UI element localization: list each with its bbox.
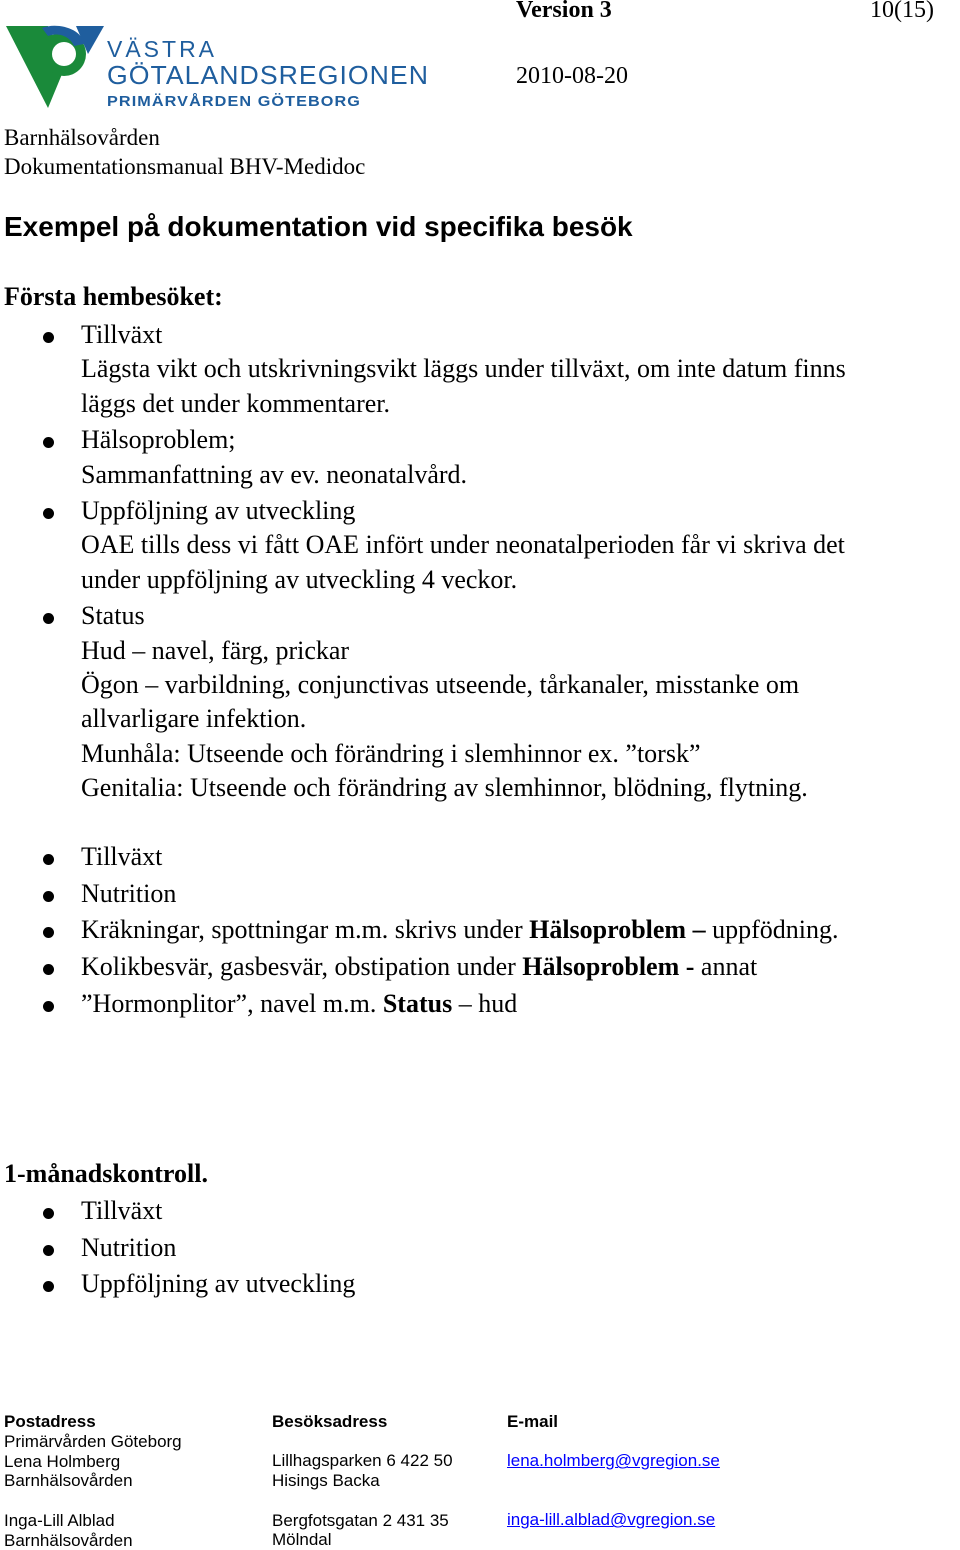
item-line: Ögon – varbildning, conjunctivas utseende, tårkanaler, misstanke om — [81, 670, 800, 700]
list-item — [0, 840, 960, 874]
item-line: Nutrition — [81, 878, 177, 908]
list-item — [0, 1194, 960, 1228]
footer-line: Barnhälsovården — [4, 1471, 133, 1491]
item-line: Tillväxt — [81, 320, 163, 349]
manual-name: Dokumentationsmanual BHV-Medidoc — [4, 154, 366, 179]
item-line: läggs det under kommentarer. — [81, 388, 391, 418]
bullet-icon — [43, 1208, 54, 1219]
item-line: Uppföljning av utveckling — [81, 496, 356, 526]
bullet-icon — [43, 437, 54, 448]
list-item — [0, 987, 960, 1021]
bullet-icon — [43, 1001, 54, 1012]
item-line: Sammanfattning av ev. neonatalvård. — [81, 459, 468, 489]
item-bold: Hälsoproblem - — [522, 952, 695, 982]
footer-line: Lena Holmberg — [4, 1451, 121, 1471]
bullet-icon — [43, 332, 54, 343]
item-line: Uppföljning av utveckling — [81, 1269, 356, 1299]
page-number: 10(15) — [870, 0, 934, 23]
email-link-lena[interactable]: lena.holmberg@vgregion.se — [507, 1451, 720, 1471]
footer-line: Mölndal — [272, 1530, 332, 1550]
footer-line: Inga-Lill Alblad — [4, 1510, 115, 1530]
page-title: Exempel på dokumentation vid specifika besök — [4, 211, 633, 242]
footer-line: Lillhagsparken 6 422 50 — [272, 1451, 453, 1471]
first-visit-list — [0, 318, 960, 806]
list-item — [0, 423, 960, 492]
section-heading-one-month-check: 1-månadskontroll. — [4, 1159, 208, 1188]
vgr-logo — [4, 22, 434, 114]
logo-line2: GÖTALANDSREGIONEN — [107, 60, 429, 90]
footer-visiting-address — [272, 1412, 453, 1550]
list-item — [0, 913, 960, 947]
footer-line: Barnhälsovården — [4, 1530, 133, 1550]
item-text: annat — [694, 952, 758, 982]
item-line: Tillväxt — [81, 1196, 163, 1225]
item-line: Nutrition — [81, 1232, 177, 1262]
list-item — [0, 877, 960, 911]
item-line — [81, 950, 960, 984]
email-link-inga-lill[interactable]: inga-lill.alblad@vgregion.se — [507, 1510, 716, 1530]
item-line: Munhåla: Utseende och förändring i slemhinnor ex. ”torsk” — [81, 738, 701, 768]
item-text: uppfödning. — [705, 915, 839, 945]
item-line — [81, 913, 960, 947]
list-item — [0, 1267, 960, 1301]
bullet-icon — [43, 854, 54, 865]
bullet-icon — [43, 613, 54, 624]
item-text: Kolikbesvär, gasbesvär, obstipation under — [81, 952, 523, 982]
footer-line: Primärvården Göteborg — [4, 1431, 182, 1451]
item-line: under uppföljning av utveckling 4 veckor. — [81, 564, 518, 594]
footer-line: Hisings Backa — [272, 1471, 380, 1491]
item-line: Status — [81, 601, 145, 631]
first-visit-extra-list — [0, 840, 960, 1021]
footer-postal-address — [4, 1412, 182, 1550]
item-line: Genitalia: Utseende och förändring av slemhinnor, blödning, flytning. — [81, 773, 808, 803]
list-item — [0, 318, 960, 421]
item-text: Kräkningar, spottningar m.m. skrivs under — [81, 915, 530, 945]
footer-heading: Postadress — [4, 1412, 96, 1431]
bullet-icon — [43, 1281, 54, 1292]
item-text: ”Hormonplitor”, navel m.m. — [81, 988, 383, 1018]
document-date: 2010-08-20 — [516, 63, 628, 89]
list-item — [0, 599, 960, 805]
section-heading-first-home-visit: Första hembesöket: — [4, 282, 223, 311]
item-line: allvarligare infektion. — [81, 704, 307, 734]
bullet-icon — [43, 508, 54, 519]
item-line: Lägsta vikt och utskrivningsvikt läggs under tillväxt, om inte datum finns — [81, 354, 846, 384]
item-line: Tillväxt — [81, 842, 163, 871]
bullet-icon — [43, 1245, 54, 1256]
bullet-icon — [43, 964, 54, 975]
list-item — [0, 1231, 960, 1265]
item-bold: Hälsoproblem – — [529, 915, 706, 945]
item-bold: Status — [382, 988, 453, 1018]
footer-heading: E-mail — [507, 1412, 559, 1431]
footer-email — [507, 1412, 720, 1530]
bullet-icon — [43, 891, 54, 902]
version-label: Version 3 — [516, 0, 612, 23]
item-text: – hud — [452, 988, 518, 1018]
list-item — [0, 494, 960, 597]
footer-heading: Besöksadress — [272, 1412, 388, 1431]
logo-emblem — [6, 26, 104, 108]
page-footer — [0, 1412, 960, 1550]
department-block — [4, 123, 365, 181]
footer-line: Bergfotsgatan 2 431 35 — [272, 1510, 449, 1530]
item-line — [81, 987, 960, 1021]
item-line: Hälsoproblem; — [81, 425, 236, 455]
item-line: OAE tills dess vi fått OAE infört under neonatalperioden får vi skriva det — [81, 530, 845, 560]
logo-line3: PRIMÄRVÅRDEN GÖTEBORG — [107, 93, 361, 110]
bullet-icon — [43, 927, 54, 938]
item-line: Hud – navel, färg, prickar — [81, 635, 350, 665]
one-month-list — [0, 1194, 960, 1302]
department-name: Barnhälsovården — [4, 125, 160, 150]
logo-line1: VÄSTRA — [107, 36, 218, 62]
list-item — [0, 950, 960, 984]
